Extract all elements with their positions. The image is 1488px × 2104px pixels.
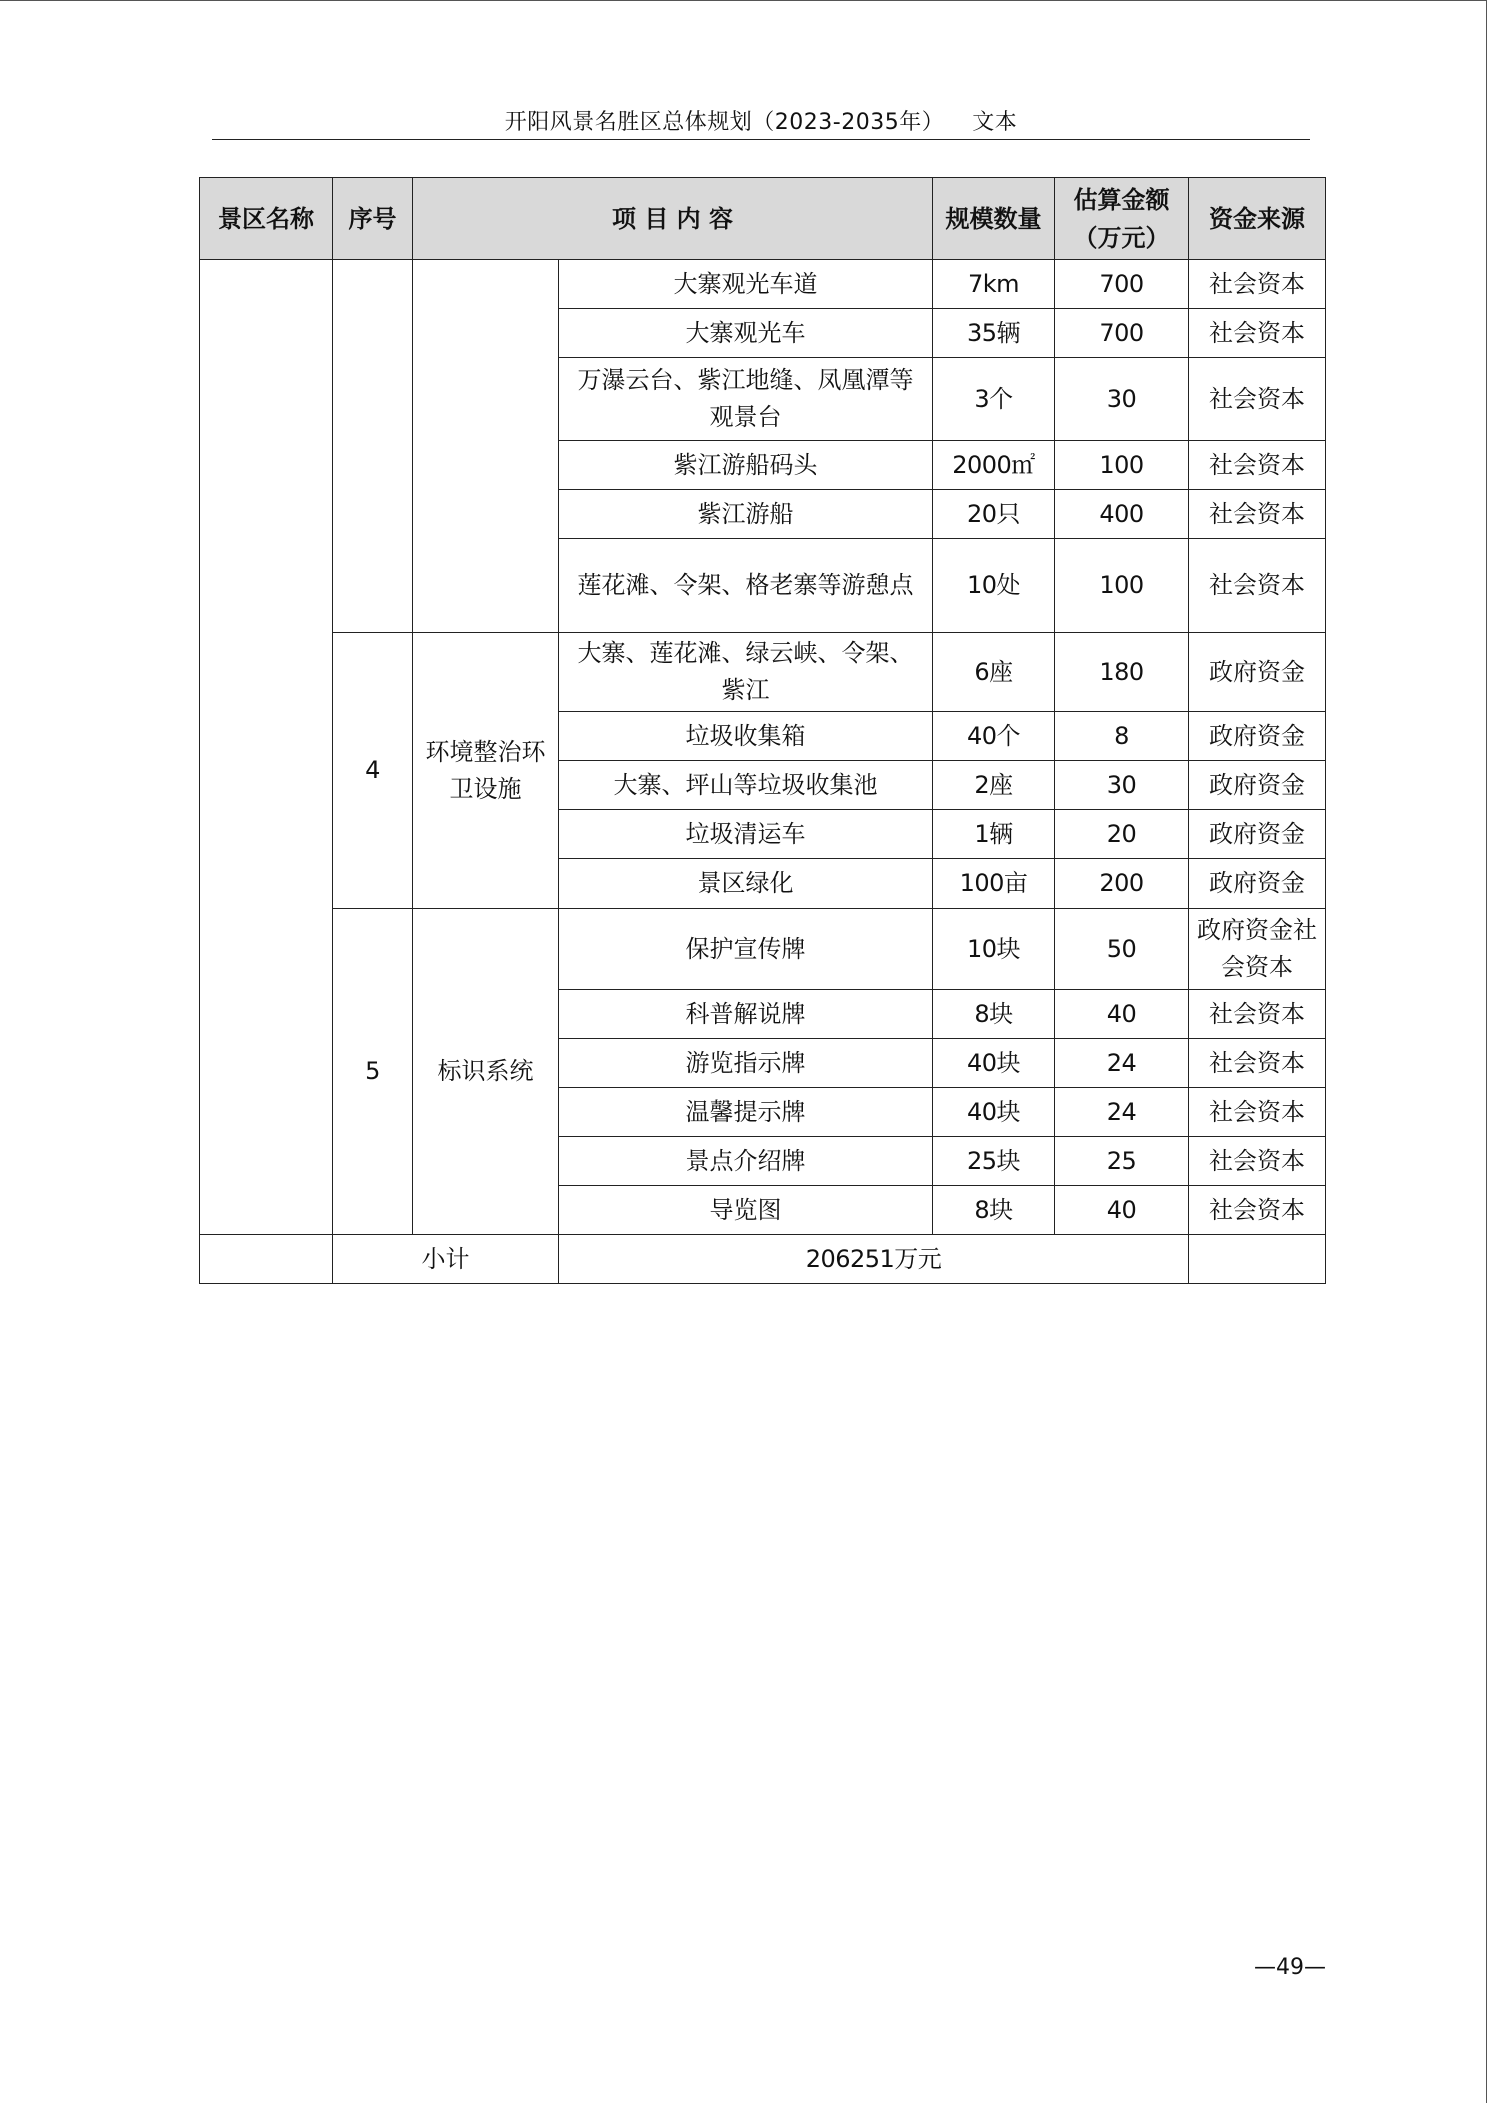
header-rule	[212, 139, 1310, 140]
serial-cell-5: 5	[333, 909, 413, 1235]
scale-cell: 8块	[933, 1186, 1055, 1235]
scale-cell: 20只	[933, 490, 1055, 539]
cost-cell: 50	[1055, 909, 1189, 990]
funding-cell: 政府资金	[1189, 761, 1326, 810]
funding-cell: 政府资金社会资本	[1189, 909, 1326, 990]
cost-cell: 40	[1055, 1186, 1189, 1235]
item-cell: 莲花滩、令架、格老寨等游憩点	[559, 539, 933, 633]
cost-cell: 40	[1055, 990, 1189, 1039]
subtotal-empty-cell	[1189, 1235, 1326, 1284]
table-header-row	[200, 178, 1326, 260]
cost-cell: 24	[1055, 1039, 1189, 1088]
funding-cell: 政府资金	[1189, 633, 1326, 712]
scale-cell: 2000㎡	[933, 441, 1055, 490]
page-number: —49—	[1254, 1955, 1326, 1980]
cost-cell: 8	[1055, 712, 1189, 761]
funding-cell: 社会资本	[1189, 1039, 1326, 1088]
serial-cell-4: 4	[333, 633, 413, 909]
column-header-funding: 资金来源	[1189, 178, 1326, 260]
item-cell: 紫江游船码头	[559, 441, 933, 490]
cost-cell: 100	[1055, 441, 1189, 490]
funding-cell: 社会资本	[1189, 1088, 1326, 1137]
item-cell: 万瀑云台、紫江地缝、凤凰潭等观景台	[559, 358, 933, 441]
running-header	[212, 105, 1310, 141]
subtotal-row	[200, 1235, 1326, 1284]
serial-cell-continued	[333, 260, 413, 633]
scale-cell: 10块	[933, 909, 1055, 990]
scale-cell: 40个	[933, 712, 1055, 761]
cost-cell: 400	[1055, 490, 1189, 539]
subtotal-value: 206251万元	[559, 1235, 1189, 1284]
item-cell: 垃圾收集箱	[559, 712, 933, 761]
funding-cell: 政府资金	[1189, 712, 1326, 761]
cost-cell: 25	[1055, 1137, 1189, 1186]
item-cell: 游览指示牌	[559, 1039, 933, 1088]
scale-cell: 8块	[933, 990, 1055, 1039]
funding-cell: 社会资本	[1189, 990, 1326, 1039]
item-cell: 垃圾清运车	[559, 810, 933, 859]
cost-cell: 700	[1055, 309, 1189, 358]
column-header-content: 项 目 内 容	[413, 178, 933, 260]
area-name-cell	[200, 260, 333, 1235]
cost-cell: 180	[1055, 633, 1189, 712]
scale-cell: 1辆	[933, 810, 1055, 859]
item-cell: 大寨观光车	[559, 309, 933, 358]
document-type: 文本	[972, 110, 1018, 135]
scale-cell: 3个	[933, 358, 1055, 441]
funding-cell: 社会资本	[1189, 358, 1326, 441]
scale-cell: 7km	[933, 260, 1055, 309]
subtotal-label: 小计	[333, 1235, 559, 1284]
category-cell-continued	[413, 260, 559, 633]
item-cell: 大寨观光车道	[559, 260, 933, 309]
item-cell: 温馨提示牌	[559, 1088, 933, 1137]
column-header-area-name: 景区名称	[200, 178, 333, 260]
scale-cell: 40块	[933, 1039, 1055, 1088]
item-cell: 景点介绍牌	[559, 1137, 933, 1186]
scale-cell: 10处	[933, 539, 1055, 633]
column-header-scale: 规模数量	[933, 178, 1055, 260]
column-header-serial: 序号	[333, 178, 413, 260]
item-cell: 保护宣传牌	[559, 909, 933, 990]
funding-cell: 社会资本	[1189, 1186, 1326, 1235]
item-cell: 大寨、坪山等垃圾收集池	[559, 761, 933, 810]
scale-cell: 100亩	[933, 859, 1055, 909]
column-header-cost: 估算金额（万元）	[1055, 178, 1189, 260]
cost-cell: 30	[1055, 761, 1189, 810]
scale-cell: 2座	[933, 761, 1055, 810]
category-cell-signage: 标识系统	[413, 909, 559, 1235]
funding-cell: 政府资金	[1189, 859, 1326, 909]
funding-cell: 社会资本	[1189, 539, 1326, 633]
scale-cell: 35辆	[933, 309, 1055, 358]
cost-cell: 700	[1055, 260, 1189, 309]
item-cell: 科普解说牌	[559, 990, 933, 1039]
subtotal-empty-cell	[200, 1235, 333, 1284]
funding-cell: 社会资本	[1189, 1137, 1326, 1186]
table-row	[200, 260, 1326, 309]
item-cell: 大寨、莲花滩、绿云峡、令架、紫江	[559, 633, 933, 712]
cost-cell: 20	[1055, 810, 1189, 859]
item-cell: 紫江游船	[559, 490, 933, 539]
scale-cell: 6座	[933, 633, 1055, 712]
scale-cell: 25块	[933, 1137, 1055, 1186]
cost-cell: 100	[1055, 539, 1189, 633]
funding-cell: 社会资本	[1189, 260, 1326, 309]
cost-cell: 24	[1055, 1088, 1189, 1137]
category-cell-environment: 环境整治环卫设施	[413, 633, 559, 909]
cost-cell: 30	[1055, 358, 1189, 441]
document-title: 开阳风景名胜区总体规划（2023-2035年）	[504, 110, 945, 135]
investment-estimate-table	[199, 177, 1326, 1284]
table-row	[200, 909, 1326, 990]
table-row	[200, 633, 1326, 712]
funding-cell: 政府资金	[1189, 810, 1326, 859]
funding-cell: 社会资本	[1189, 309, 1326, 358]
cost-cell: 200	[1055, 859, 1189, 909]
scale-cell: 40块	[933, 1088, 1055, 1137]
funding-cell: 社会资本	[1189, 441, 1326, 490]
item-cell: 导览图	[559, 1186, 933, 1235]
funding-cell: 社会资本	[1189, 490, 1326, 539]
item-cell: 景区绿化	[559, 859, 933, 909]
